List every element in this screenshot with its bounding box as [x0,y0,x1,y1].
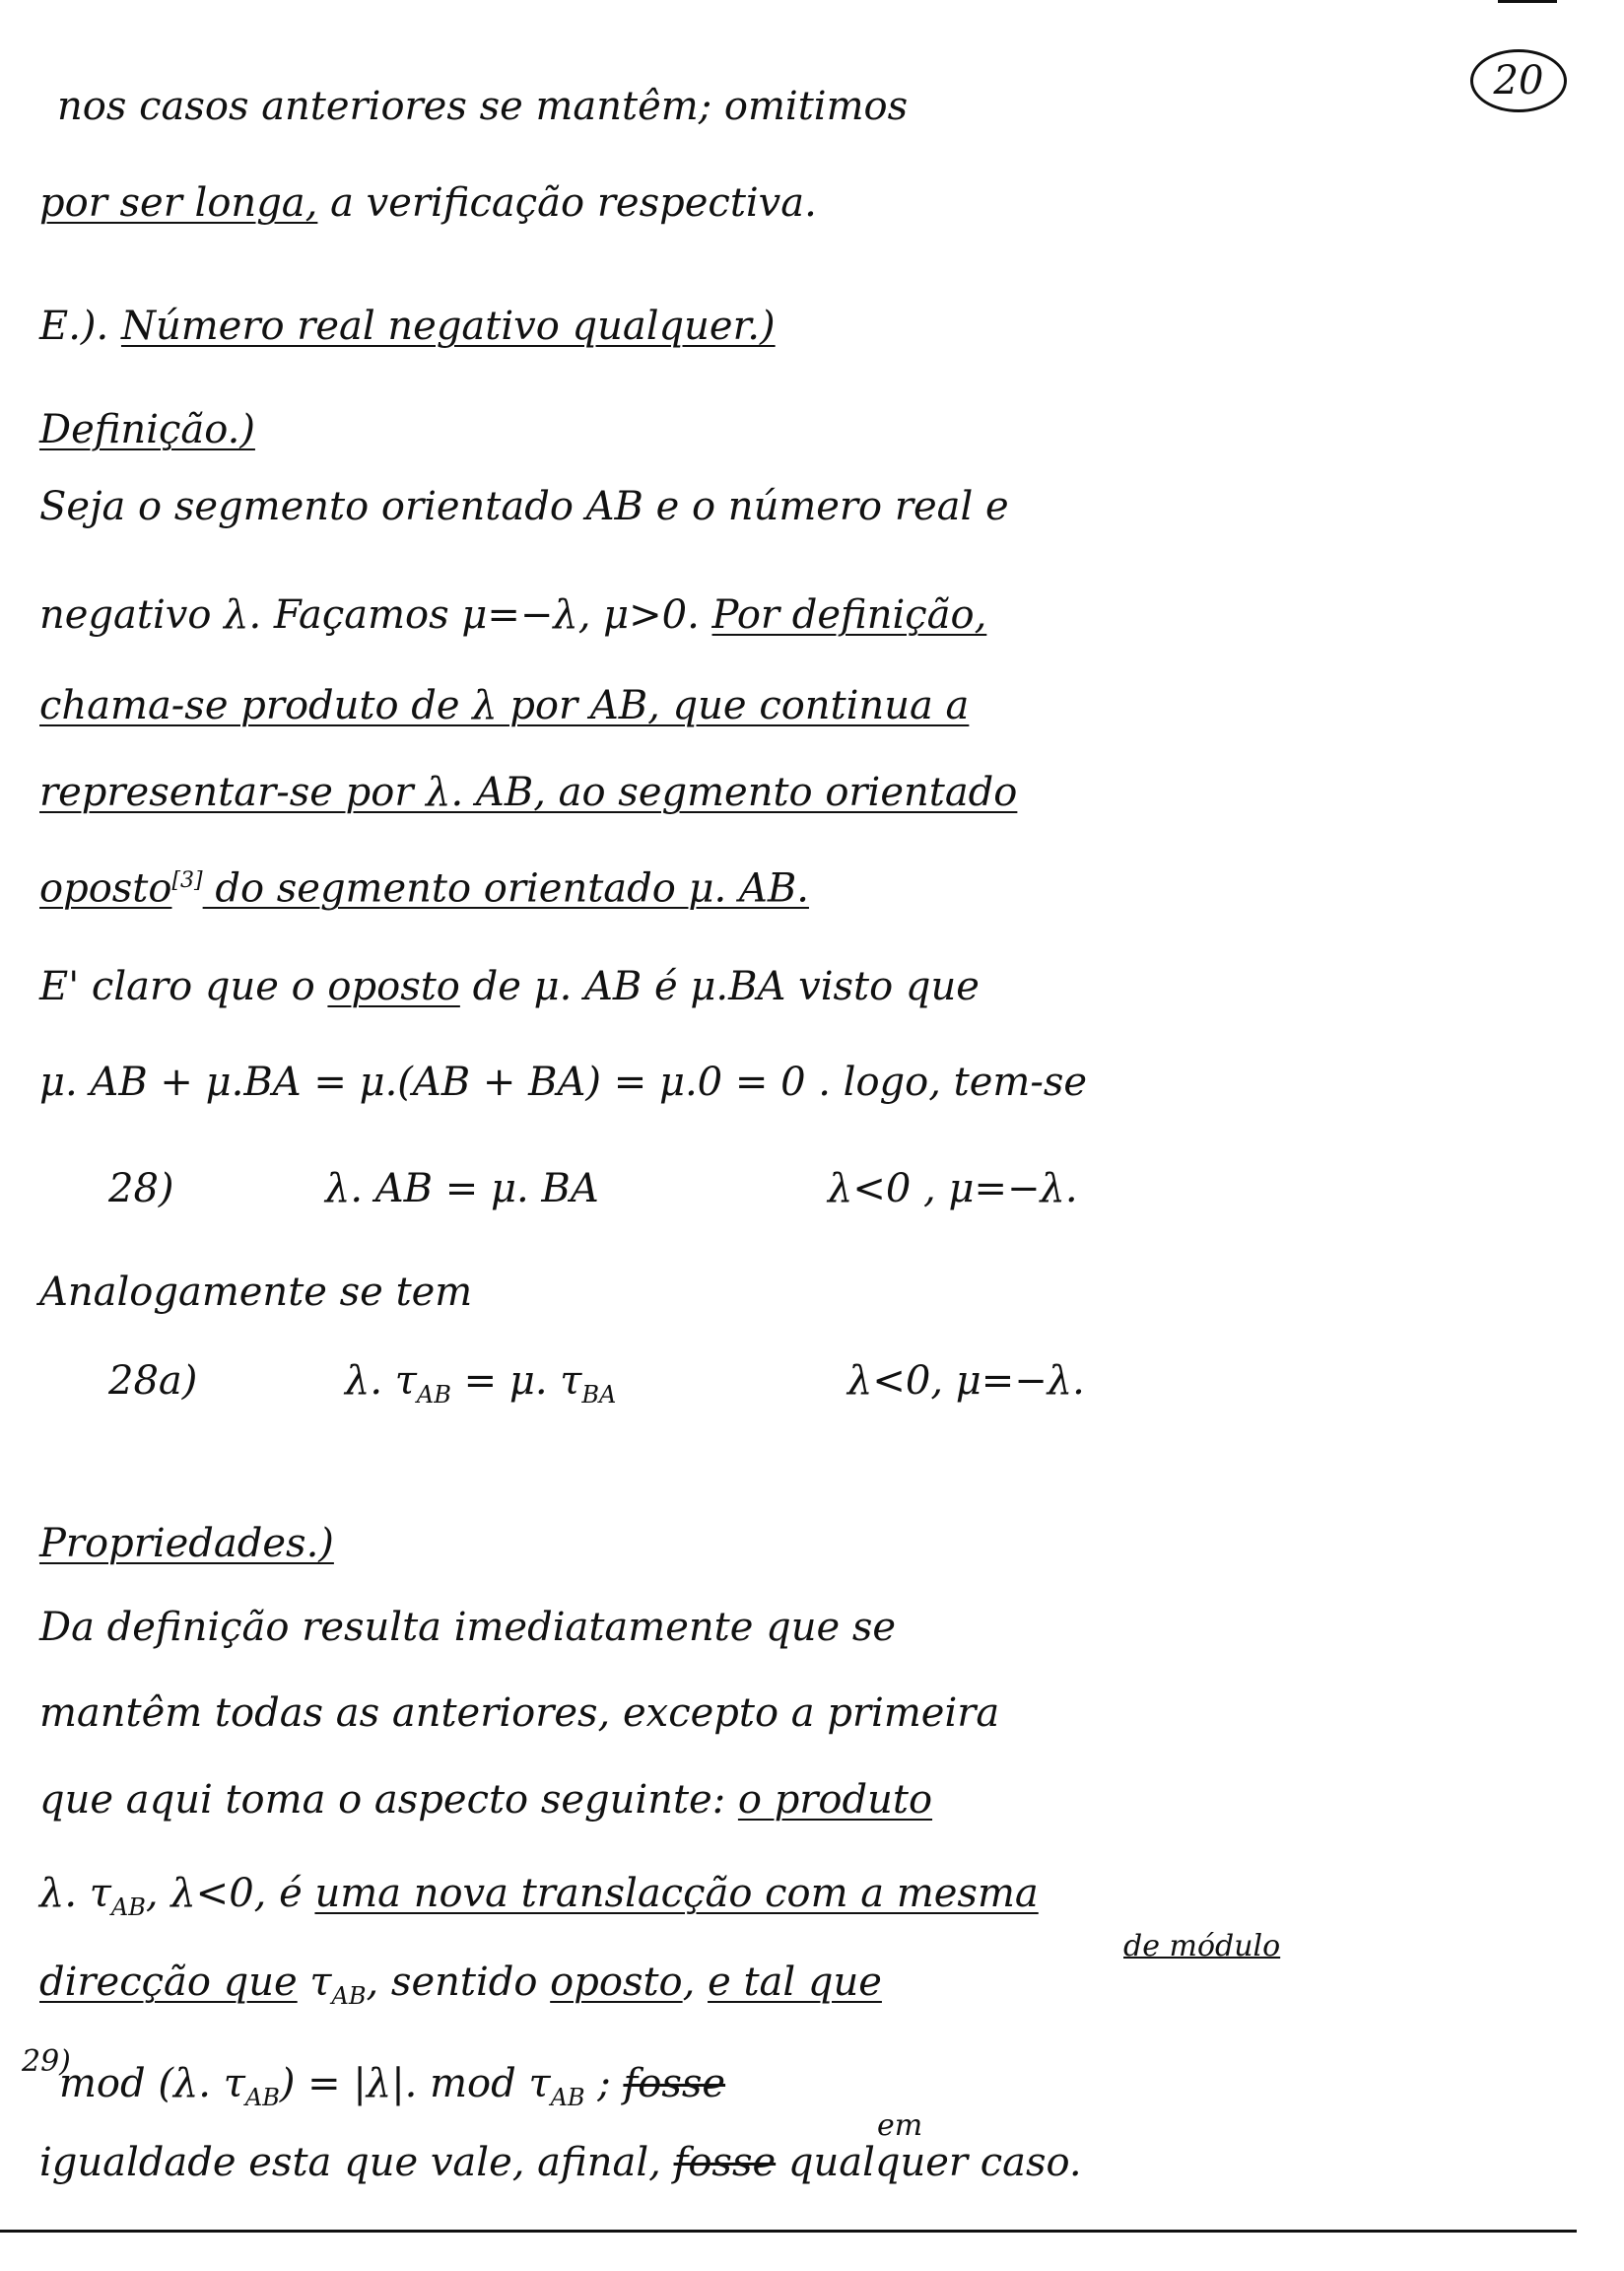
line-10-text-a: E' claro que o [39,964,328,1009]
text-line-7 [39,680,969,731]
page-number: 20 [1470,49,1567,112]
text-line-6 [39,589,986,641]
line-20-underlined-b: oposto [550,1960,683,2005]
equation-28a-condition: λ<0, μ=−λ. [847,1358,1085,1404]
line-7-underlined: chama-se produto de λ por AB, que continua a [39,683,970,728]
line-22-struck-word: fosse [673,2140,777,2185]
definition-label: Definição.) [39,407,255,452]
line-9-underlined-a: oposto [39,865,172,912]
line-11-equation: μ. AB + μ.BA = μ.(AB + BA) = μ.0 = 0 . logo, tem-se [39,1060,1088,1105]
bottom-page-edge [0,2230,1577,2233]
line-19-text-b: , λ<0, é [145,1871,315,1916]
line-19-underlined: uma nova translacção com a mesma [314,1871,1039,1916]
section-title: Número real negativo qualquer.) [120,304,776,349]
text-line-8 [39,767,1017,818]
section-label: E.). [39,304,121,349]
line-9-underlined-b: do segmento orientado μ. AB. [202,865,809,912]
equation-29-right: ) = |λ|. mod τ [279,2061,551,2106]
equation-28a-left: λ. τ [345,1358,417,1404]
line-20-text: , sentido [366,1960,551,2005]
equation-28a [108,1355,1085,1420]
line-20-underlined-c: e tal que [708,1960,882,2005]
text-line-22 [39,2137,1082,2188]
text-line-16 [39,1602,896,1653]
text-line-1 [57,81,908,132]
text-line-2 [39,177,817,229]
text-line-13 [39,1267,472,1318]
equation-29-sub-1: AB [244,2084,280,2111]
equation-28a-sub-ab: AB [416,1381,451,1409]
text-line-11 [39,1057,1087,1108]
equation-29-left: mod (λ. τ [59,2061,245,2106]
text-line-18 [39,1774,932,1825]
properties-heading [39,1518,334,1569]
equation-28 [108,1163,1078,1214]
line-2-underlined: por ser longa, [39,180,318,226]
text-line-19 [39,1868,1039,1933]
insertion-above-line-20: de módulo [1123,1929,1281,1963]
insertion-above-line-22: em [877,2108,923,2143]
top-page-edge [1498,0,1557,3]
line-18-text: que aqui toma o aspecto seguinte: [39,1777,738,1823]
line-20-tau: τ [297,1960,332,2005]
line-10-underlined: oposto [327,964,460,1009]
equation-28a-right: = μ. τ [450,1358,582,1404]
line-20-sub: AB [331,1982,367,2010]
equation-29-separator: ; [584,2061,624,2106]
equation-29-struck-word: fosse [623,2061,726,2106]
line-17-text: mantêm todas as anteriores, excepto a primeira [39,1690,1000,1736]
line-1-text: nos casos anteriores se mantêm; omitimos [57,84,909,129]
equation-28-body: λ. AB = μ. BA [325,1166,599,1211]
line-13-text: Analogamente se tem [39,1270,473,1315]
line-2-text: a verificação respectiva. [317,180,817,226]
text-line-20 [39,1957,882,2022]
line-8-underlined: representar-se por λ. AB, ao segmento orientado [39,770,1018,815]
text-line-5 [39,481,1009,532]
line-22-text-b: qualquer caso. [776,2140,1082,2185]
text-line-10 [39,961,980,1012]
equation-29 [59,2058,725,2123]
equation-29-number: 29) [22,2044,71,2079]
section-heading-e [39,301,776,352]
line-20-underlined-a: direcção que [39,1960,298,2005]
equation-28a-number: 28a) [108,1358,198,1404]
line-10-text-b: de μ. AB é μ.BA visto que [459,964,980,1009]
footnote-marker: [3] [171,868,203,893]
properties-label: Propriedades.) [39,1521,334,1566]
equation-28a-sub-ba: BA [581,1381,617,1409]
line-6-text: negativo λ. Façamos μ=−λ, μ>0. [39,592,712,638]
line-19-text-a: λ. τ [39,1871,111,1916]
equation-28-number: 28) [108,1166,174,1211]
text-line-9 [39,856,809,914]
line-5-text: Seja o segmento orientado AB e o número real e [39,484,1009,529]
definition-heading [39,404,255,455]
line-20-comma: , [682,1960,709,2005]
equation-28-condition: λ<0 , μ=−λ. [828,1166,1078,1211]
equation-29-sub-2: AB [550,2084,585,2111]
line-22-text-a: igualdade esta que vale, afinal, [39,2140,674,2185]
text-line-17 [39,1687,999,1739]
line-16-text: Da definição resulta imediatamente que se [39,1605,897,1650]
line-19-sub: AB [110,1893,146,1921]
line-6-underlined: Por definição, [711,592,987,638]
line-18-underlined: o produto [737,1777,933,1823]
